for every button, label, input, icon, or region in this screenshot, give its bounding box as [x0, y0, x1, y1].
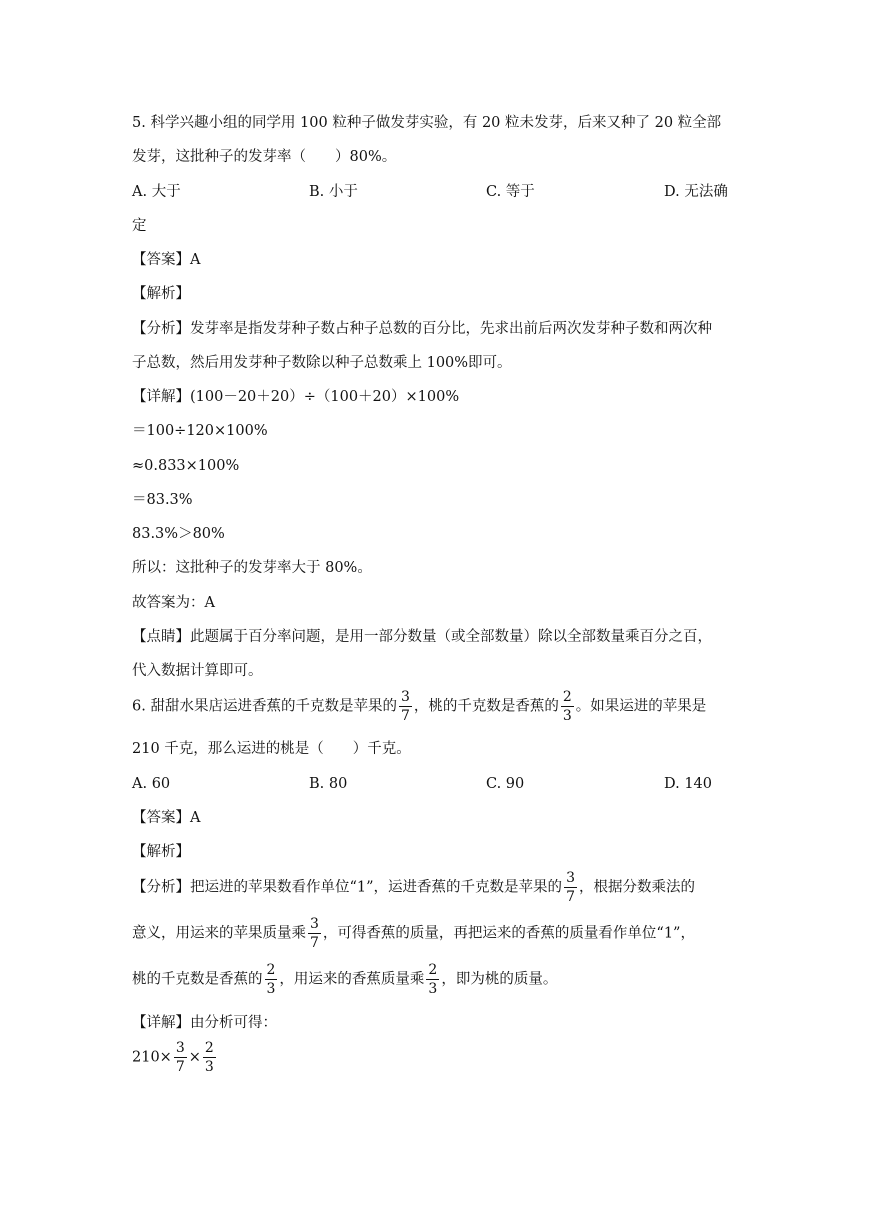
q6-analysis-text: 【分析】把运进的苹果数看作单位“1”，运进香蕉的千克数是苹果的 [132, 879, 563, 896]
q5-option-d-wrap: 定 [132, 218, 147, 234]
q6-analysis-text: ，用运来的香蕉质量乘 [279, 971, 425, 988]
fraction: $\frac{3}{7}$ [175, 1040, 185, 1075]
fraction: $\frac{3}{7}$ [310, 916, 319, 951]
q6-answer: 【答案】A [132, 810, 201, 826]
q5-detail-line: 83.3%＞80% [132, 526, 225, 542]
fraction: $\frac{2}{3}$ [266, 962, 276, 997]
q5-option-b: B. 小于 [309, 184, 358, 200]
fraction: $\frac{2}{3}$ [204, 1040, 214, 1075]
q5-detail-line: ＝83.3% [132, 492, 193, 508]
q6-option-c: C. 90 [486, 776, 525, 792]
q6-analysis-heading: 【解析】 [132, 844, 190, 860]
q5-detail-line: ≈0.833×100% [132, 458, 240, 474]
fraction: $\frac{3}{7}$ [400, 689, 410, 724]
q6-analysis-line3 [132, 963, 557, 996]
fraction: $\frac{3}{7}$ [566, 870, 575, 905]
q5-stem-line2: 发芽，这批种子的发芽率（ ）80%。 [132, 149, 397, 165]
q5-comment-line2: 代入数据计算即可。 [132, 663, 263, 679]
q6-analysis-text: 意义，用运来的苹果质量乘 [132, 925, 306, 942]
q6-option-d: D. 140 [664, 776, 713, 792]
q5-comment-line1: 【点睛】此题属于百分率问题，是用一部分数量（或全部数量）除以全部数量乘百分之百， [132, 629, 712, 645]
q6-calc-text: 210× [132, 1049, 172, 1066]
q6-calc [132, 1041, 218, 1074]
q6-analysis-text: ，可得香蕉的质量，再把运来的香蕉的质量看作单位“1”， [322, 925, 695, 942]
q6-analysis-line1 [132, 871, 695, 904]
q6-stem-text: 。如果运进的苹果是 [575, 698, 707, 715]
q6-analysis-text: ，即为桃的质量。 [441, 971, 558, 988]
q5-analysis-line1: 【分析】发芽率是指发芽种子数占种子总数的百分比，先求出前后两次发芽种子数和两次种 [132, 321, 712, 337]
q6-stem-text: ，桃的千克数是香蕉的 [413, 698, 559, 715]
q5-answer: 【答案】A [132, 252, 201, 268]
fraction: $\frac{2}{3}$ [562, 689, 572, 724]
q5-analysis-heading: 【解析】 [132, 286, 190, 302]
q6-calc-text: × [188, 1049, 201, 1066]
q5-option-a: A. 大于 [132, 184, 181, 200]
q5-detail-line: ＝100÷120×100% [132, 423, 268, 439]
q5-detail-line: 所以：这批种子的发芽率大于 80%。 [132, 560, 372, 576]
q5-detail-line: 故答案为：A [132, 595, 215, 611]
q6-stem-text: 6. 甜甜水果店运进香蕉的千克数是苹果的 [132, 698, 397, 715]
q5-analysis-line2: 子总数，然后用发芽种子数除以种子总数乘上 100%即可。 [132, 355, 512, 371]
q6-analysis-text: ，根据分数乘法的 [578, 879, 695, 896]
q6-detail-heading: 【详解】由分析可得： [132, 1015, 277, 1031]
q5-option-c: C. 等于 [486, 184, 535, 200]
q6-stem-line1 [132, 690, 706, 723]
q6-analysis-text: 桃的千克数是香蕉的 [132, 971, 263, 988]
fraction: $\frac{2}{3}$ [428, 962, 438, 997]
q5-option-d: D. 无法确 [664, 184, 728, 200]
q6-option-a: A. 60 [132, 776, 171, 792]
q5-stem-line1: 5. 科学兴趣小组的同学用 100 粒种子做发芽实验，有 20 粒未发芽，后来又种了 20 粒全部 [132, 115, 722, 131]
q6-analysis-line2 [132, 917, 695, 950]
q6-stem-line2: 210 千克，那么运进的桃是（ ）千克。 [132, 741, 411, 757]
q6-option-b: B. 80 [309, 776, 348, 792]
q5-detail-line: 【详解】(100－20＋20）÷（100＋20）×100% [132, 389, 460, 405]
